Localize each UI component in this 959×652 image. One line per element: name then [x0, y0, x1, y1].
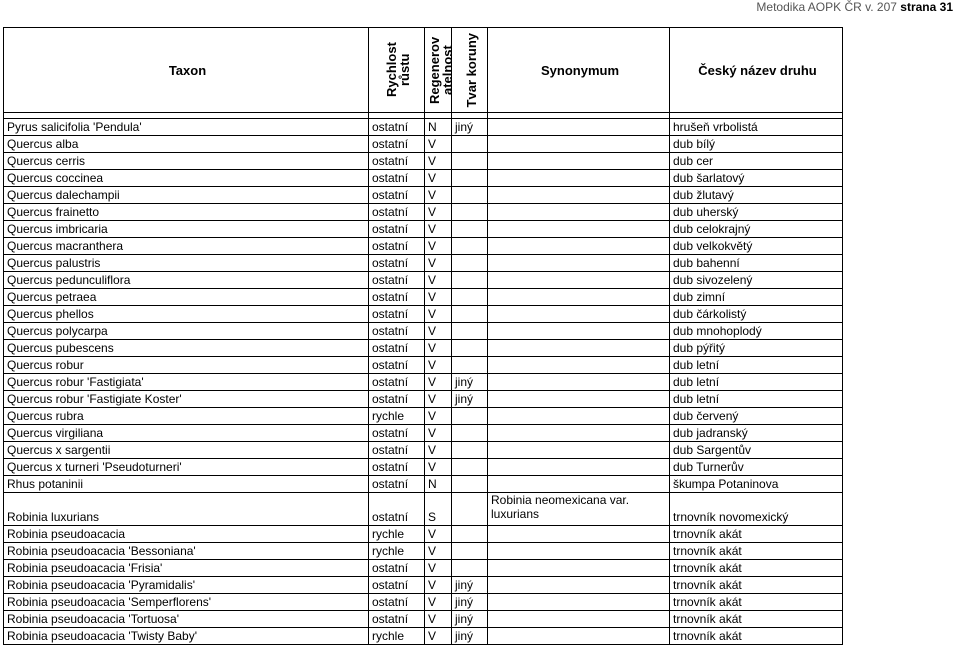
cell-rychlost: ostatní — [369, 187, 425, 204]
table-row — [4, 187, 843, 204]
cell-regenerace: V — [425, 442, 452, 459]
cell-taxon: Robinia pseudoacacia 'Tortuosa' — [4, 611, 369, 628]
cell-regenerace: S — [425, 493, 452, 526]
cell-synonymum: Robinia neomexicana var. luxurians — [488, 493, 670, 526]
cell-tvar — [452, 204, 488, 221]
cell-rychlost: ostatní — [369, 493, 425, 526]
cell-synonymum — [488, 594, 670, 611]
cell-rychlost: ostatní — [369, 153, 425, 170]
cell-tvar: jiný — [452, 594, 488, 611]
cell-synonymum — [488, 476, 670, 493]
cell-rychlost: ostatní — [369, 560, 425, 577]
cell-cesky-nazev: dub Sargentův — [670, 442, 843, 459]
cell-cesky-nazev: dub bahenní — [670, 255, 843, 272]
table-row — [4, 442, 843, 459]
cell-cesky-nazev: dub Turnerův — [670, 459, 843, 476]
cell-cesky-nazev: trnovník akát — [670, 611, 843, 628]
cell-cesky-nazev: dub letní — [670, 391, 843, 408]
cell-taxon: Robinia pseudoacacia 'Frisia' — [4, 560, 369, 577]
cell-cesky-nazev: hrušeň vrbolistá — [670, 119, 843, 136]
cell-synonymum — [488, 187, 670, 204]
cell-rychlost: ostatní — [369, 119, 425, 136]
cell-tvar — [452, 543, 488, 560]
cell-tvar — [452, 526, 488, 543]
table-row — [4, 221, 843, 238]
cell-taxon: Quercus cerris — [4, 153, 369, 170]
cell-rychlost: ostatní — [369, 459, 425, 476]
cell-tvar — [452, 459, 488, 476]
table-row — [4, 238, 843, 255]
cell-tvar — [452, 255, 488, 272]
cell-synonymum — [488, 204, 670, 221]
cell-cesky-nazev: dub jadranský — [670, 425, 843, 442]
header-regenerovatelnost: Regenerov atelnost — [425, 28, 452, 113]
cell-taxon: Quercus palustris — [4, 255, 369, 272]
cell-synonymum — [488, 560, 670, 577]
table-row — [4, 119, 843, 136]
cell-cesky-nazev: dub červený — [670, 408, 843, 425]
cell-synonymum — [488, 611, 670, 628]
cell-tvar — [452, 357, 488, 374]
cell-tvar: jiný — [452, 628, 488, 645]
cell-regenerace: V — [425, 170, 452, 187]
cell-tvar — [452, 442, 488, 459]
cell-regenerace: V — [425, 255, 452, 272]
cell-rychlost: ostatní — [369, 611, 425, 628]
cell-rychlost: ostatní — [369, 221, 425, 238]
table-row — [4, 425, 843, 442]
cell-rychlost: rychle — [369, 543, 425, 560]
cell-regenerace: V — [425, 408, 452, 425]
cell-tvar — [452, 238, 488, 255]
cell-tvar — [452, 153, 488, 170]
cell-synonymum — [488, 408, 670, 425]
cell-taxon: Quercus alba — [4, 136, 369, 153]
cell-tvar — [452, 323, 488, 340]
cell-rychlost: ostatní — [369, 577, 425, 594]
table-row — [4, 628, 843, 645]
cell-cesky-nazev: dub cer — [670, 153, 843, 170]
cell-tvar: jiný — [452, 391, 488, 408]
cell-regenerace: V — [425, 340, 452, 357]
cell-cesky-nazev: trnovník akát — [670, 628, 843, 645]
cell-tvar: jiný — [452, 119, 488, 136]
cell-cesky-nazev: dub zimní — [670, 289, 843, 306]
cell-cesky-nazev: dub mnohoplodý — [670, 323, 843, 340]
cell-cesky-nazev: dub žlutavý — [670, 187, 843, 204]
cell-cesky-nazev: dub bílý — [670, 136, 843, 153]
cell-synonymum — [488, 323, 670, 340]
cell-taxon: Quercus petraea — [4, 289, 369, 306]
table-row — [4, 204, 843, 221]
cell-synonymum — [488, 340, 670, 357]
cell-regenerace: V — [425, 459, 452, 476]
cell-taxon: Quercus coccinea — [4, 170, 369, 187]
cell-tvar — [452, 170, 488, 187]
cell-tvar — [452, 272, 488, 289]
cell-regenerace: V — [425, 594, 452, 611]
cell-taxon: Quercus pubescens — [4, 340, 369, 357]
cell-cesky-nazev: dub sivozelený — [670, 272, 843, 289]
cell-rychlost: ostatní — [369, 391, 425, 408]
cell-synonymum — [488, 272, 670, 289]
cell-regenerace: V — [425, 374, 452, 391]
cell-regenerace: V — [425, 357, 452, 374]
table-row — [4, 459, 843, 476]
cell-taxon: Robinia pseudoacacia 'Semperflorens' — [4, 594, 369, 611]
cell-rychlost: ostatní — [369, 289, 425, 306]
cell-taxon: Quercus macranthera — [4, 238, 369, 255]
cell-taxon: Robinia pseudoacacia 'Twisty Baby' — [4, 628, 369, 645]
cell-regenerace: V — [425, 543, 452, 560]
cell-rychlost: ostatní — [369, 238, 425, 255]
cell-synonymum — [488, 306, 670, 323]
cell-synonymum — [488, 289, 670, 306]
header-tvar-koruny: Tvar koruny — [452, 28, 488, 113]
cell-taxon: Quercus robur 'Fastigiate Koster' — [4, 391, 369, 408]
cell-synonymum — [488, 374, 670, 391]
cell-cesky-nazev: dub šarlatový — [670, 170, 843, 187]
cell-synonymum — [488, 391, 670, 408]
cell-synonymum — [488, 577, 670, 594]
cell-synonymum — [488, 543, 670, 560]
cell-tvar — [452, 306, 488, 323]
table-row — [4, 306, 843, 323]
cell-taxon: Rhus potaninii — [4, 476, 369, 493]
cell-synonymum — [488, 255, 670, 272]
cell-synonymum — [488, 136, 670, 153]
cell-synonymum — [488, 425, 670, 442]
table-row — [4, 577, 843, 594]
cell-cesky-nazev: trnovník akát — [670, 560, 843, 577]
cell-synonymum — [488, 153, 670, 170]
document-title: Metodika AOPK ČR — [756, 0, 862, 14]
cell-rychlost: ostatní — [369, 255, 425, 272]
cell-rychlost: ostatní — [369, 170, 425, 187]
cell-tvar — [452, 493, 488, 526]
cell-tvar — [452, 408, 488, 425]
cell-taxon: Robinia pseudoacacia — [4, 526, 369, 543]
header-cesky-nazev: Český název druhu — [670, 28, 843, 113]
table-row — [4, 408, 843, 425]
table-row — [4, 374, 843, 391]
table-row — [4, 340, 843, 357]
cell-cesky-nazev: dub uherský — [670, 204, 843, 221]
table-row — [4, 543, 843, 560]
cell-regenerace: V — [425, 425, 452, 442]
cell-regenerace: V — [425, 204, 452, 221]
cell-tvar — [452, 560, 488, 577]
cell-regenerace: V — [425, 238, 452, 255]
cell-regenerace: V — [425, 628, 452, 645]
cell-taxon: Quercus virgiliana — [4, 425, 369, 442]
cell-cesky-nazev: dub letní — [670, 374, 843, 391]
cell-taxon: Quercus phellos — [4, 306, 369, 323]
cell-regenerace: N — [425, 119, 452, 136]
table-row — [4, 357, 843, 374]
cell-cesky-nazev: trnovník akát — [670, 594, 843, 611]
cell-tvar — [452, 476, 488, 493]
cell-rychlost: ostatní — [369, 136, 425, 153]
cell-tvar — [452, 425, 488, 442]
page-number: strana 31 — [900, 0, 953, 14]
table-row — [4, 289, 843, 306]
cell-regenerace: V — [425, 560, 452, 577]
page-header — [756, 0, 953, 14]
table-row — [4, 153, 843, 170]
cell-taxon: Quercus x turneri 'Pseudoturneri' — [4, 459, 369, 476]
cell-taxon: Quercus frainetto — [4, 204, 369, 221]
cell-cesky-nazev: trnovník novomexický — [670, 493, 843, 526]
cell-tvar — [452, 340, 488, 357]
cell-regenerace: N — [425, 476, 452, 493]
cell-tvar — [452, 221, 488, 238]
cell-taxon: Quercus dalechampii — [4, 187, 369, 204]
cell-regenerace: V — [425, 153, 452, 170]
cell-taxon: Robinia pseudoacacia 'Pyramidalis' — [4, 577, 369, 594]
cell-regenerace: V — [425, 221, 452, 238]
cell-regenerace: V — [425, 526, 452, 543]
cell-synonymum — [488, 526, 670, 543]
cell-taxon: Quercus robur — [4, 357, 369, 374]
cell-rychlost: ostatní — [369, 476, 425, 493]
cell-tvar: jiný — [452, 611, 488, 628]
cell-regenerace: V — [425, 272, 452, 289]
cell-synonymum — [488, 238, 670, 255]
cell-rychlost: ostatní — [369, 425, 425, 442]
cell-taxon: Quercus pedunculiflora — [4, 272, 369, 289]
cell-rychlost: ostatní — [369, 374, 425, 391]
cell-rychlost: ostatní — [369, 594, 425, 611]
table-row — [4, 272, 843, 289]
cell-taxon: Pyrus salicifolia 'Pendula' — [4, 119, 369, 136]
table-header-row — [4, 28, 843, 113]
cell-cesky-nazev: škumpa Potaninova — [670, 476, 843, 493]
cell-taxon: Robinia pseudoacacia 'Bessoniana' — [4, 543, 369, 560]
cell-synonymum — [488, 628, 670, 645]
cell-cesky-nazev: trnovník akát — [670, 543, 843, 560]
table-row — [4, 560, 843, 577]
header-taxon: Taxon — [4, 28, 369, 113]
cell-tvar — [452, 187, 488, 204]
cell-regenerace: V — [425, 577, 452, 594]
taxa-table — [3, 27, 843, 645]
cell-taxon: Quercus polycarpa — [4, 323, 369, 340]
table-row — [4, 594, 843, 611]
cell-rychlost: ostatní — [369, 272, 425, 289]
cell-rychlost: rychle — [369, 408, 425, 425]
table-row — [4, 493, 843, 526]
cell-tvar: jiný — [452, 577, 488, 594]
cell-synonymum — [488, 442, 670, 459]
cell-rychlost: rychle — [369, 628, 425, 645]
table-row — [4, 391, 843, 408]
cell-cesky-nazev: dub celokrajný — [670, 221, 843, 238]
cell-regenerace: V — [425, 306, 452, 323]
cell-cesky-nazev: dub pýřitý — [670, 340, 843, 357]
cell-regenerace: V — [425, 611, 452, 628]
table-row — [4, 136, 843, 153]
cell-cesky-nazev: dub velkokvětý — [670, 238, 843, 255]
cell-cesky-nazev: trnovník akát — [670, 526, 843, 543]
cell-rychlost: rychle — [369, 526, 425, 543]
cell-regenerace: V — [425, 391, 452, 408]
cell-tvar — [452, 136, 488, 153]
cell-rychlost: ostatní — [369, 357, 425, 374]
table-row — [4, 323, 843, 340]
table-row — [4, 611, 843, 628]
cell-taxon: Quercus robur 'Fastigiata' — [4, 374, 369, 391]
cell-tvar — [452, 289, 488, 306]
cell-synonymum — [488, 459, 670, 476]
cell-synonymum — [488, 119, 670, 136]
cell-rychlost: ostatní — [369, 306, 425, 323]
cell-regenerace: V — [425, 289, 452, 306]
table-row — [4, 255, 843, 272]
cell-synonymum — [488, 357, 670, 374]
cell-taxon: Robinia luxurians — [4, 493, 369, 526]
table-row — [4, 170, 843, 187]
cell-rychlost: ostatní — [369, 204, 425, 221]
cell-synonymum — [488, 170, 670, 187]
cell-cesky-nazev: dub letní — [670, 357, 843, 374]
cell-rychlost: ostatní — [369, 442, 425, 459]
cell-cesky-nazev: dub čárkolistý — [670, 306, 843, 323]
cell-tvar: jiný — [452, 374, 488, 391]
table-row — [4, 526, 843, 543]
cell-cesky-nazev: trnovník akát — [670, 577, 843, 594]
cell-taxon: Quercus imbricaria — [4, 221, 369, 238]
cell-regenerace: V — [425, 323, 452, 340]
cell-rychlost: ostatní — [369, 323, 425, 340]
header-synonymum: Synonymum — [488, 28, 670, 113]
table-row — [4, 476, 843, 493]
cell-taxon: Quercus x sargentii — [4, 442, 369, 459]
cell-synonymum — [488, 221, 670, 238]
cell-regenerace: V — [425, 187, 452, 204]
document-version: v. 207 — [865, 0, 897, 14]
header-rychlost-rustu: Rychlost růstu — [369, 28, 425, 113]
cell-regenerace: V — [425, 136, 452, 153]
cell-rychlost: ostatní — [369, 340, 425, 357]
cell-taxon: Quercus rubra — [4, 408, 369, 425]
